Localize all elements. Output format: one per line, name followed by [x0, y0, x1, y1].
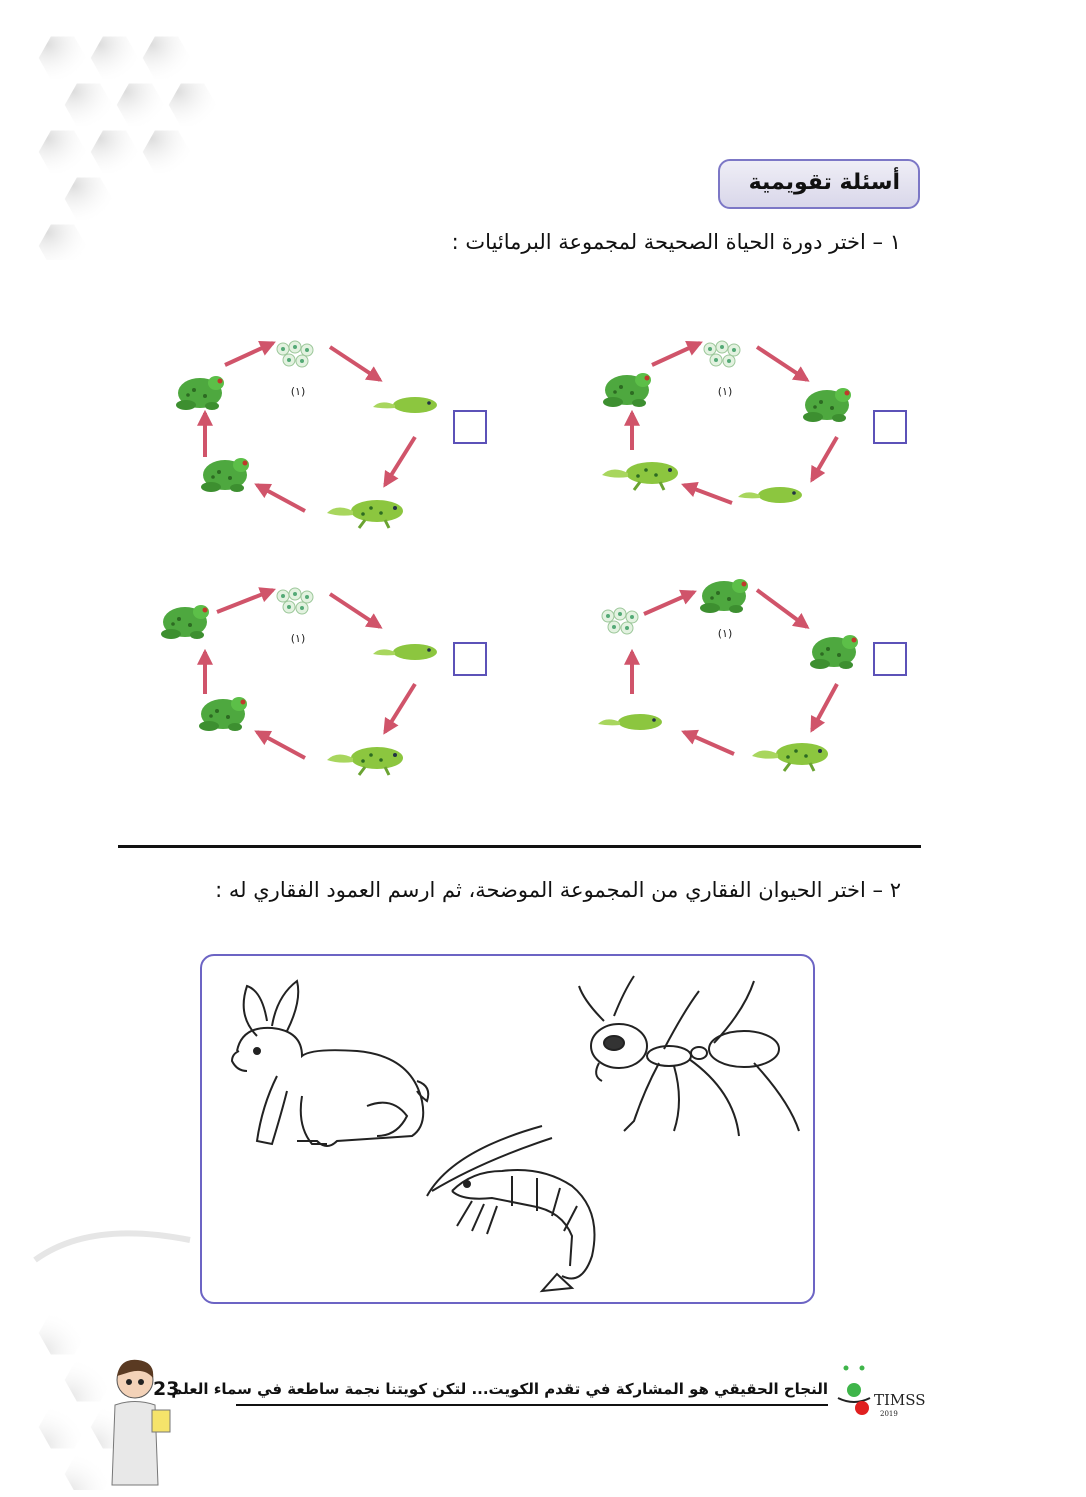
shrimp-drawing: [412, 1116, 632, 1296]
tadpole-icon: [373, 397, 437, 413]
tadpole-legs-icon: [602, 462, 678, 490]
eggs-icon: [277, 341, 313, 367]
cycle-option-3-checkbox[interactable]: [453, 642, 487, 676]
footer-underline: [236, 1404, 828, 1406]
tadpole-legs-icon: [327, 500, 403, 528]
section-divider: [118, 845, 921, 848]
animals-box: [200, 954, 815, 1304]
question-2: ٢ – اختر الحيوان الفقاري من المجموعة الموضحة، ثم ارسم العمود الفقاري له :: [215, 878, 901, 902]
life-cycle-option-3: [145, 582, 445, 782]
timss-logo-year: 2019: [880, 1410, 898, 1418]
froglet-icon: [810, 635, 858, 669]
page-number: 23: [153, 1378, 180, 1400]
rabbit-drawing: [217, 976, 437, 1166]
tadpole-legs-icon: [752, 743, 828, 771]
tadpole-icon: [373, 644, 437, 660]
cycle-label: (١): [290, 632, 306, 645]
life-cycle-option-4: [572, 582, 872, 782]
tadpole-legs-icon: [327, 747, 403, 775]
cycle-label: (١): [717, 385, 733, 398]
eggs-icon: [704, 341, 740, 367]
eggs-icon: [277, 588, 313, 614]
student-mascot: [100, 1350, 180, 1490]
froglet-icon: [201, 458, 249, 492]
frog-icon: [161, 605, 209, 639]
tadpole-icon: [598, 714, 662, 730]
cycle-option-1-checkbox[interactable]: [453, 410, 487, 444]
cycle-option-4-checkbox[interactable]: [873, 642, 907, 676]
section-title-box: [718, 159, 920, 209]
cycle-label: (١): [290, 385, 306, 398]
timss-logo-text: TIMSS: [874, 1391, 926, 1409]
question-1: ١ – اختر دورة الحياة الصحيحة لمجموعة البرمائيات :: [451, 230, 901, 254]
frog-icon: [176, 376, 224, 410]
froglet-icon: [603, 373, 651, 407]
froglet-icon: [199, 697, 247, 731]
cycle-label: (١): [717, 627, 733, 640]
eggs-icon: [602, 608, 638, 634]
life-cycle-option-1: [145, 335, 445, 535]
tadpole-icon: [738, 487, 802, 503]
frog-icon: [803, 388, 851, 422]
frog-icon: [700, 579, 748, 613]
footer-slogan: النجاح الحقيقي هو المشاركة في تقدم الكويت... لتكن كويتنا نجمة ساطعة في سماء العلم: [171, 1380, 828, 1398]
section-title: أسئلة تقويمية: [748, 170, 900, 195]
hexagon-pattern-top: [30, 30, 260, 260]
cycle-option-2-checkbox[interactable]: [873, 410, 907, 444]
life-cycle-option-2: [572, 335, 872, 535]
